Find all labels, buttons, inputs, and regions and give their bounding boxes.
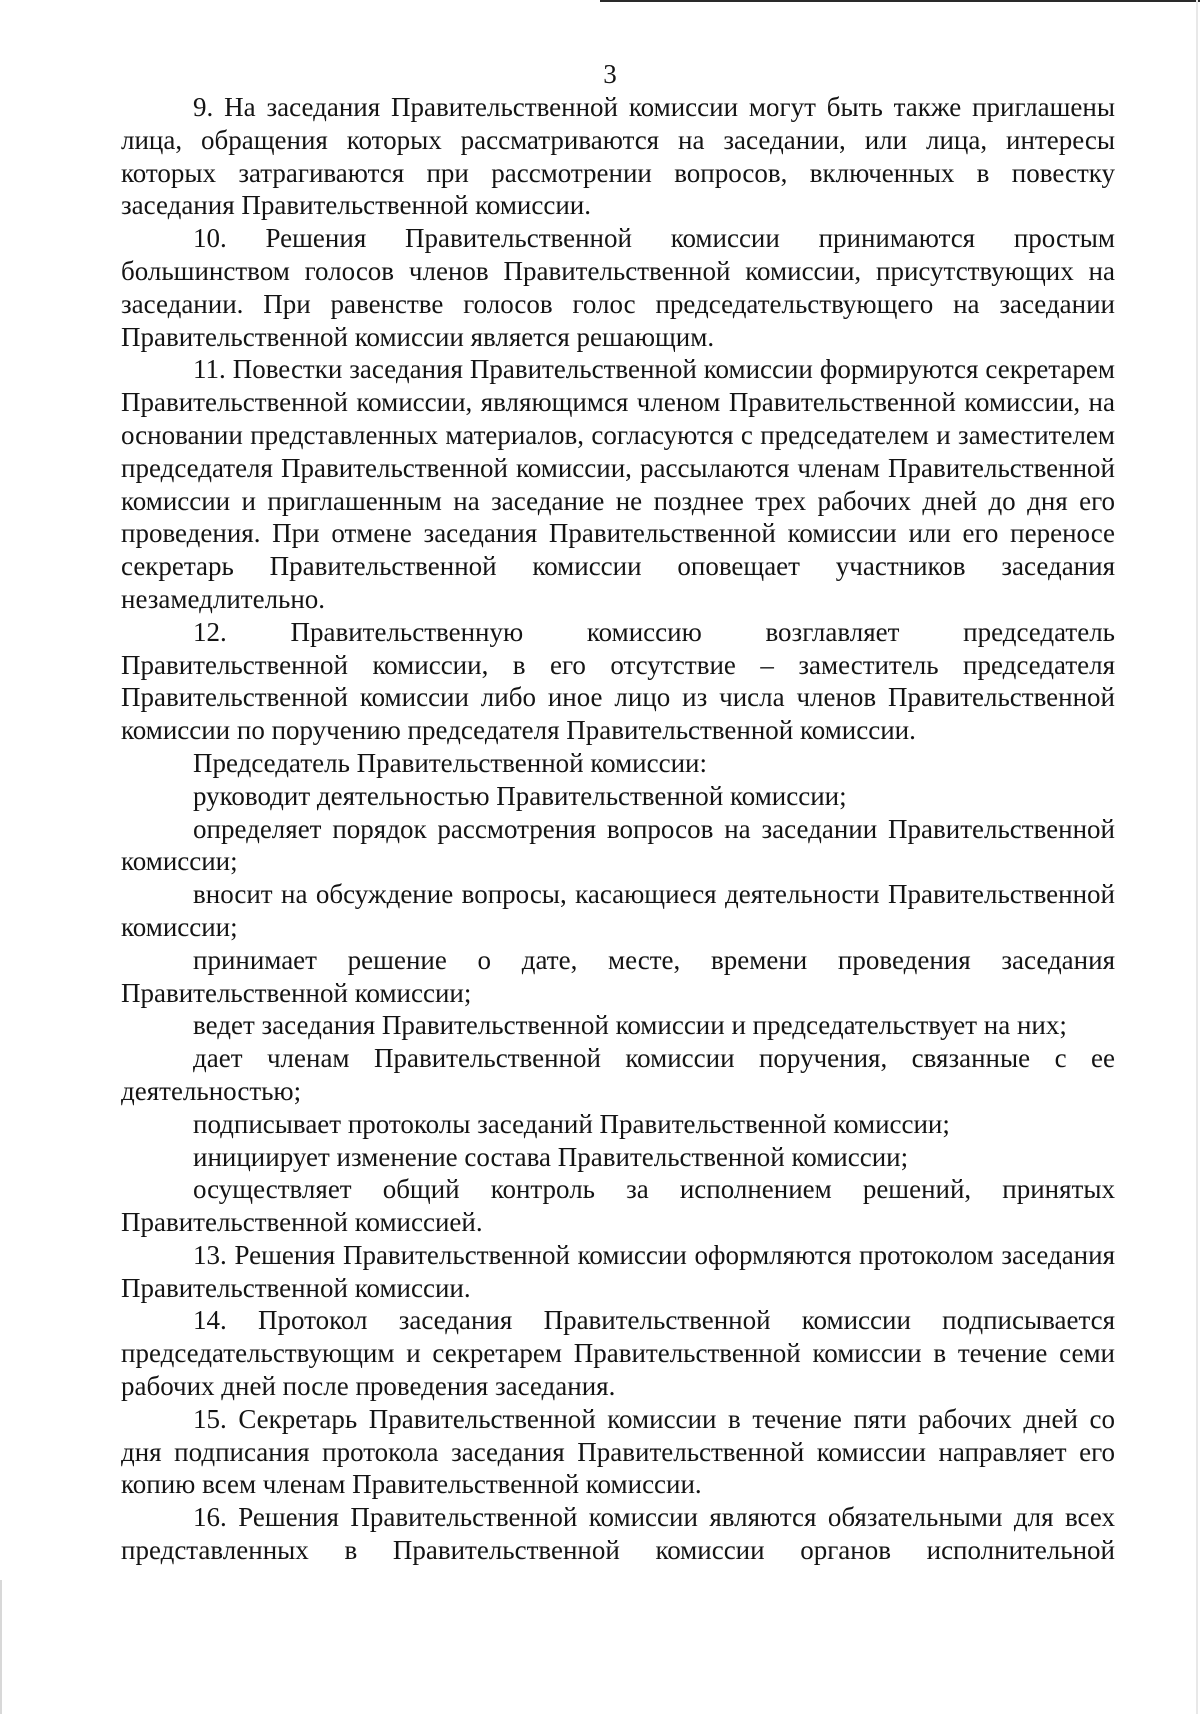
page-number: 3 xyxy=(603,59,617,89)
chairman-duty-1: руководит деятельностью Правительственной комиссии; xyxy=(193,780,847,811)
paragraph-14: 14. Протокол заседания Правительственной комиссии подписывается председательствующим и секретарем Правительственной комиссии в течение семи рабочих дней после проведения заседания. xyxy=(121,1305,1115,1402)
paragraph-16: 16. Решения Правительственной комиссии являются обязательными для всех представленных в Правительственной комиссии органов исполнительной xyxy=(121,1502,1115,1566)
chairman-duty-7: подписывает протоколы заседаний Правительственной комиссии; xyxy=(193,1108,950,1139)
scan-edge-right xyxy=(1196,0,1198,1714)
document-body xyxy=(121,91,1115,1567)
chairman-duty-8: инициирует изменение состава Правительственной комиссии; xyxy=(193,1141,909,1172)
chairman-duty-2: определяет порядок рассмотрения вопросов на заседании Правительственной комиссии; xyxy=(121,813,1115,877)
paragraph-10: 10. Решения Правительственной комиссии принимаются простым большинством голосов членов Правительственной комиссии, присутствующих на заседании. При равенстве голосов голос председательствующего на заседании Правительственной комиссии является решающим. xyxy=(121,223,1115,352)
paragraph-12: 12. Правительственную комиссию возглавляет председатель Правительственной комиссии, в его отсутствие – заместитель председателя Правительственной комиссии либо иное лицо из числа членов Правительственной комиссии по поручению председателя Правительственной комиссии. xyxy=(121,616,1115,746)
scan-edge-left xyxy=(0,1580,2,1714)
chairman-duty-5: ведет заседания Правительственной комиссии и председательствует на них; xyxy=(193,1010,1067,1041)
paragraph-9: 9. На заседания Правительственной комиссии могут быть также приглашены лица, обращения которых рассматриваются на заседании, или лица, интересы которых затрагиваются при рассмотрении вопросов, включенных в повестку заседания Правительственной комиссии. xyxy=(121,92,1115,221)
chairman-duty-6: дает членам Правительственной комиссии поручения, связанные с ее деятельностью; xyxy=(121,1043,1115,1106)
chairman-duty-3: вносит на обсуждение вопросы, касающиеся деятельности Правительственной комиссии; xyxy=(121,879,1115,942)
chairman-duties-heading: Председатель Правительственной комиссии: xyxy=(193,747,707,778)
scan-edge-top xyxy=(600,0,1200,2)
chairman-duty-4: принимает решение о дате, месте, времени проведения заседания Правительственной комиссии; xyxy=(121,944,1115,1008)
paragraph-15: 15. Секретарь Правительственной комиссии в течение пяти рабочих дней со дня подписания протокола заседания Правительственной комиссии направляет его копию всем членам Правительственной комиссии. xyxy=(121,1403,1115,1500)
paragraph-11: 11. Повестки заседания Правительственной комиссии формируются секретарем Правительственной комиссии, являющимся членом Правительственной комиссии, на основании представленных материалов, согласуются с председателем и заместителем председателя Правительственной комиссии, рассылаются членам Правительственной комиссии и приглашенным на заседание не позднее трех рабочих дней до дня его проведения. При отмене заседания Правительственной комиссии или его переносе секретарь Правительственной комиссии оповещает участников заседания незамедлительно. xyxy=(121,354,1115,614)
chairman-duty-9: осуществляет общий контроль за исполнением решений, принятых Правительственной комиссией. xyxy=(121,1174,1115,1238)
paragraph-13: 13. Решения Правительственной комиссии оформляются протоколом заседания Правительственной комиссии. xyxy=(121,1239,1115,1303)
